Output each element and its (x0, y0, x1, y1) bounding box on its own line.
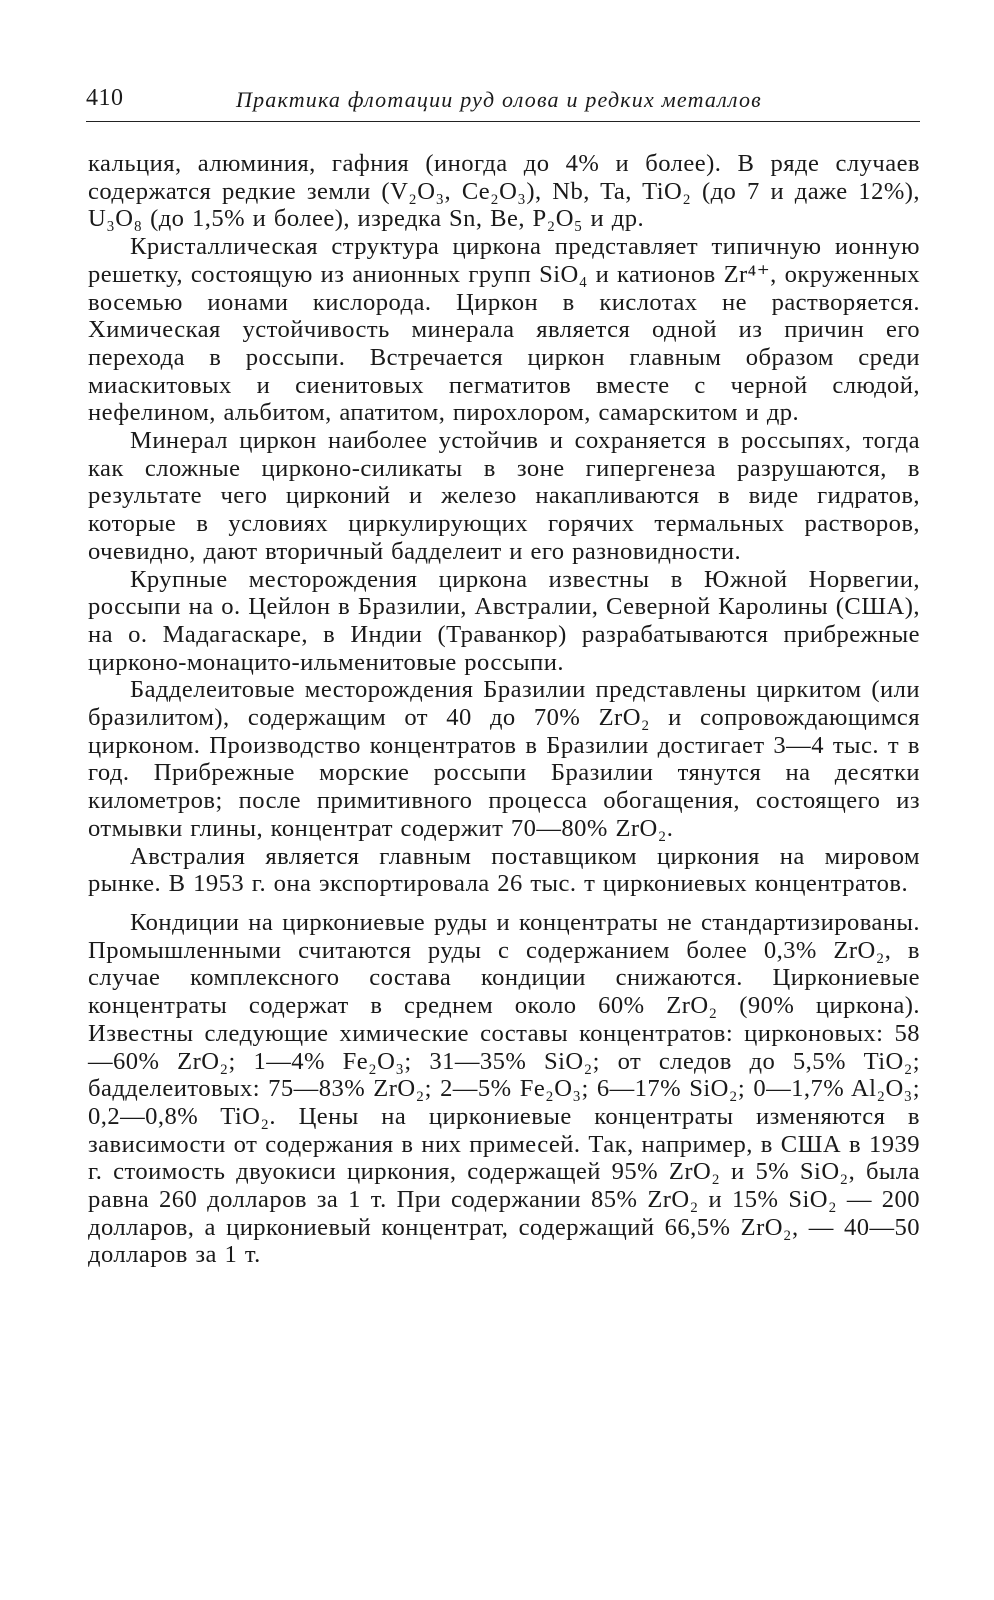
running-title: Практика флотации руд олова и редких металлов (236, 87, 762, 112)
paragraph-3: Минерал циркон наиболее устойчив и сохраняется в россыпях, тогда как сложные цирконо-силикаты в зоне гипергенеза разрушаются, в результате чего цирконий и железо накапливаются в виде гидратов, которые в условиях циркулирующих горячих термальных растворов, очевидно, дают вторичный бадделеит и его разновидности. (88, 427, 920, 565)
page-number: 410 (86, 85, 124, 111)
paragraph-7: Кондиции на циркониевые руды и концентраты не стандартизированы. Промышленными считаются руды с содержанием более 0,3% ZrO₂, в случае комплексного состава кондиции снижаются. Циркониевые концентраты содержат в среднем около 60% ZrO₂ (90% циркона). Известны следующие химические составы концентратов: цирконовых: 58—60% ZrO₂; 1—4% Fe₂O₃; 31—35% SiO₂; от следов до 5,5% TiO₂; бадделеитовых: 75—83% ZrO₂; 2—5% Fe₂O₃; 6—17% SiO₂; 0—1,7% Al₂O₃; 0,2—0,8% TiO₂. Цены на циркониевые концентраты изменяются в зависимости от содержания в них примесей. Так, например, в США в 1939 г. стоимость двуокиси циркония, содержащей 95% ZrO₂ и 5% SiO₂, была равна 260 долларов за 1 т. При содержании 85% ZrO₂ и 15% SiO₂ — 200 долларов, а циркониевый концентрат, содержащий 66,5% ZrO₂, — 40—50 долларов за 1 т. (88, 908, 920, 1269)
paragraph-5: Бадделеитовые месторождения Бразилии представлены циркитом (или бразилитом), содержащим от 40 до 70% ZrO₂ и сопровождающимся цирконом. Производство концентратов в Бразилии достигает 3—4 тыс. т в год. Прибрежные морские россыпи Бразилии тянутся на десятки километров; после примитивного процесса обогащения, состоящего из отмывки глины, концентрат содержит 70—80% ZrO₂. (88, 676, 920, 842)
paragraph-2: Кристаллическая структура циркона представляет типичную ионную решетку, состоящую из анионных групп SiO₄ и катионов Zr⁴⁺, окруженных восемью ионами кислорода. Циркон в кислотах не растворяется. Химическая устойчивость минерала является одной из причин его перехода в россыпи. Встречается циркон главным образом среди миаскитовых и сиенитовых пегматитов вместе с черной слюдой, нефелином, альбитом, апатитом, пирохлором, самарскитом и др. (88, 233, 920, 427)
body-text (88, 150, 920, 1269)
header-rule (86, 121, 920, 122)
paragraph-4: Крупные месторождения циркона известны в Южной Норвегии, россыпи на о. Цейлон в Бразилии, Австралии, Северной Каролины (США), на о. Мадагаскаре, в Индии (Траванкор) разрабатываются прибрежные цирконо-монацито-ильменитовые россыпи. (88, 565, 920, 676)
page-header (86, 85, 920, 123)
paragraph-6: Австралия является главным поставщиком циркония на мировом рынке. В 1953 г. она экспортировала 26 тыс. т циркониевых концентратов. (88, 842, 920, 898)
paragraph-1: кальция, алюминия, гафния (иногда до 4% и более). В ряде случаев содержатся редкие земли (V₂O₃, Ce₂O₃), Nb, Ta, TiO₂ (до 7 и даже 12%), U₃O₈ (до 1,5% и более), изредка Sn, Be, P₂O₅ и др. (88, 150, 920, 233)
